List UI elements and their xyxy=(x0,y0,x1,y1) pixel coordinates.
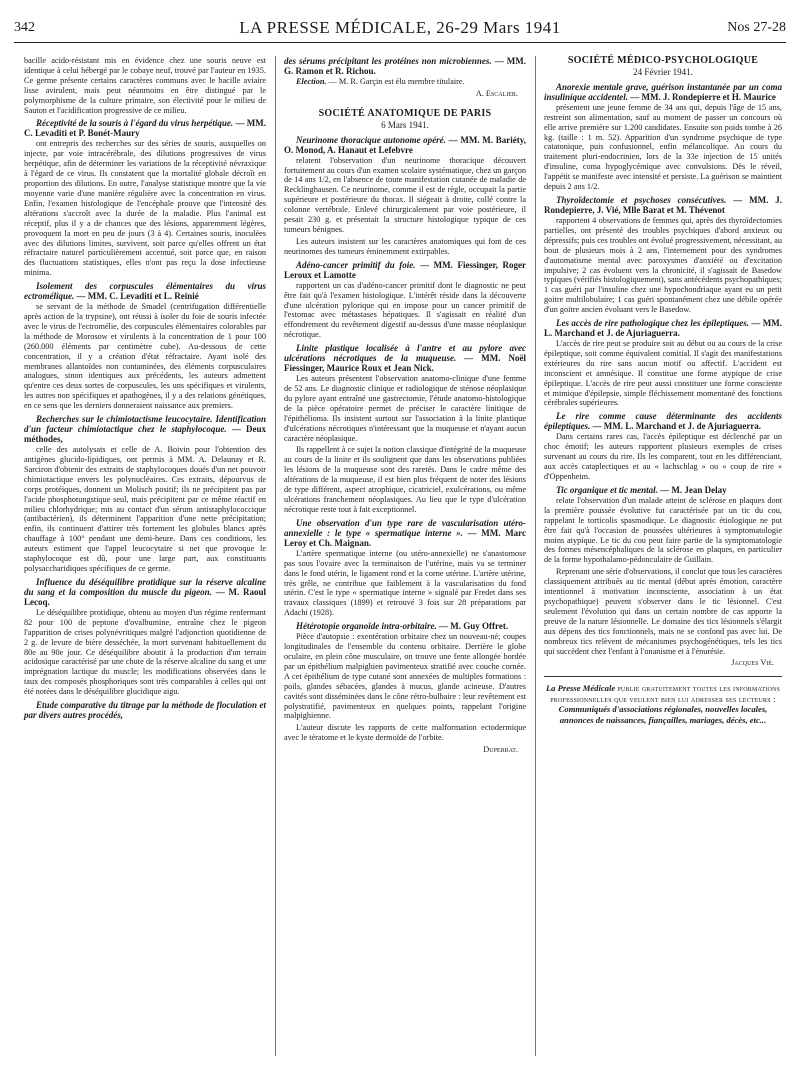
page-header xyxy=(14,18,786,43)
page-number: 342 xyxy=(14,20,35,35)
paragraph: Dans certains rares cas, l'accès épileptique est déclenché par un choc émotif; les auteurs rapportent plusieurs exemples de crises survenant au cours du rire. Ils les comparent, tout en les différenciant, aux accès cataplectiques et au « lachschlag » ou « coup de rire » d'Oppenheim. xyxy=(544,432,782,481)
signature: Duperrat. xyxy=(483,745,518,755)
paragraph: relate l'observation d'un malade atteint de sclérose en plaques dont la première poussée évolutive fut caractérisée par un tic du cou, rappelant le torticolis spasmodique. Le diagnostic étiologique ne put être fait qu'à l'occasion de poussées ultérieures à symptomatologie moins atypique. Le tic du cou peut faire partie de la symptomatologie des formes mésencéphaliques de la sclérose en plaques, en particulier de la forme hypothalamo-pédonculaire de Guillain. xyxy=(544,495,782,565)
article-authors: — Deux méthodes, xyxy=(24,424,267,445)
issue-number: Nos 27-28 xyxy=(727,20,786,35)
signature: Jacques Vié. xyxy=(731,658,774,668)
paragraph: Pièce d'autopsie : exentération orbitaire chez un nouveau-né; coupes longitudinales de l'ensemble du contenu orbitaire. Derrière le globe oculaire, en plein cône musculaire, on trouve une fente allongée bordée par un épithélium malpighien pavimenteux stratifié avec couche cornée. A cet épithélium de type cutané sont annexées de multiples formations : poils, glandes sébacées, glandes à mucus, glande acineuse. D'autres cavités sont disséminées dans le cône rétro-bulbaire : leur revêtement est polystratifié, pavimenteux en quelques points, rappelant l'origine malpighienne. xyxy=(284,632,526,721)
column-divider xyxy=(535,56,536,1056)
paragraph: celle des autolysats et celle de A. Boivin pour l'obtention des antigènes glucido-lipidiques, ont permis à MM. A. Delaunay et R. Sarciron d'obtenir des extraits de staphylocoques doués d'un net pouvoir chimiotactique envers les polynucléaires. Ces extraits, dépourvus de corps protéiques, donnent un Molisch positif; ils ne précipitent pas par l'acide phosphotungstique seul, mais précipitent par ce même réactif en milieu chlorhydrique; mis au contact d'un sérum antistaphylococcique (antibactérien), ils déterminent l'apparition d'une nette précipitation; enfin, ils continuent d'attirer très fortement les globules blancs après chauffage à 100° pendant une demi-heure. Dans ces conditions, les auteurs estiment que l'appel leucocytaire si net que provoque le staphylocoque est dû, pour une large part, aux constituants polysaccharidiques spécifiques de ce germe. xyxy=(24,445,266,573)
notice-box xyxy=(544,676,782,725)
notice-items: Communiqués d'associations régionales, nouvelles locales, annonces de naissances, fiançailles, mariages, décès, etc... xyxy=(558,704,768,725)
article-title: Anorexie mentale grave, guérison instantanée par un coma insulinique accidentel. — MM. J. Rondepierre et H. Maurice xyxy=(544,81,782,102)
article-authors: — MM. G. Ramon et R. Richou. xyxy=(284,56,527,76)
election-label: Election. xyxy=(296,77,327,86)
paragraph: ont entrepris des recherches sur des séries de souris, auxquelles on injecte, par voie intracérébrale, des dilutions progressives de virus herpétique, afin de déterminer les variations de la réceptivité névraxique à l'égard de ce virus. Ils constatent que la mortalité globale décroît en proportion des dilutions. En outre, l'analyse statistique montre que la vie moyenne varie d'une manière régulière avec la concentration en virus. Enfin, l'examen histologique de l'encéphale prouve que l'intensité des altérations s'accroît avec la durée de la maladie. Plus l'animal est réceptif, plus il y a de chances que des lésions, apparemment légères, provoquent la mort en peu de jours (3 à 4). Certaines souris, inoculées avec des dilutions limites, survivent, soit parce qu'elles offrent un état réfractaire naturel particulièrement accentué, soit parce que, en raison des fluctuations statistiques, elles n'ont pas reçu la dose infectieuse minima. xyxy=(24,139,266,278)
section-date: 24 Février 1941. xyxy=(633,66,693,77)
signature: A. Escalier. xyxy=(475,88,518,98)
article-title: Les accès de rire pathologique chez les épileptiques. — MM. L. Marchand et J. de Ajuriaguerra. xyxy=(544,318,782,339)
article-authors: — MM. Fiessinger, Roger Leroux et Lamotte xyxy=(284,259,526,280)
column-right xyxy=(544,56,782,725)
section-title: SOCIÉTÉ MÉDICO-PSYCHOLOGIQUE xyxy=(567,55,759,66)
article-authors: — MM. M. Bariéty, O. Monod, A. Hanaut et Lefebvre xyxy=(284,134,526,155)
paragraph: bacille acido-résistant mis en évidence chez une souris neuve est identique à celui hébergé par le cobaye neuf, trouvé par l'auteur en 1935. Ce germe présente certains caractères communs avec le bacille aviaire lisse avirulent, mais peut néanmoins en être distingué par le polymorphisme de la culture primaire, son électivité pour le milieu de Sauton et l'acidification progressive de ce milieu. xyxy=(24,56,266,115)
article-authors: — MM. Noël Fiessinger, Maurice Roux et Jean Nick. xyxy=(284,353,526,374)
paragraph: L'accès de rire peut se produire soit au début ou au cours de la crise épileptique, soit comme équivalent comitial. Il s'agit des manifestations extérieures du rire sans aucun motif ou affectif. L'accident est inconscient et amnésique. Il constitue une forme atypique de crise épileptique. L'accès de rire peut aussi constituer une forme consciente et mimique d'épilepsie, simple fléchissement momentané des fonctions cérébrales supérieures. xyxy=(544,339,782,408)
journal-title: LA PRESSE MÉDICALE, 26-29 Mars 1941 xyxy=(239,18,561,37)
paragraph: présentent une jeune femme de 34 ans qui, depuis l'âge de 15 ans, restreint son alimentation, sauf au moment de passer un concours où elle arrive première sur 1.200 candidates. Ensuite son poids tombe à 26 kg. (taille : 1 m. 52). Apparition d'un syndrome psychique de type catatonique, puis confusionnel, enfin mélancolique. Au cours du traitement pluri-endocrinien, lors de la 33e injection de 15 unités d'insuline, coma hypoglycémique avec convulsions. Dès le réveil, l'appétit se manifeste avec intensité et persiste. La guérison se maintient depuis 2 ans 1/2. xyxy=(544,102,782,192)
article-authors: — MM. J. Rondepierre, J. Vié, Mlle Barat et M. Thévenot xyxy=(544,194,782,215)
article-authors: — M. Guy Offret. xyxy=(439,621,509,632)
article-authors: — MM. C. Levaditi et L. Reinié xyxy=(76,291,199,302)
paragraph: se servant de la méthode de Smadel (centrifugation différentielle après action de la trypsine), ont réussi à isoler du foie de souris infectée avec le virus de l'ectromélie, des corpuscules élémentaires colorables par la méthode de Morosow et virulents à la concentration de 1 pour 100 (260.000 éléments par centimètre cube). Au-dessous de cette concentration, il y a création d'état réfractaire. Ayant isolé des membranes allantoïdes non contaminées, des éléments corpusculaires analogues, sinon identiques aux précédents, les auteurs admettent qu'entre ces deux sortes de corpuscules, les uns spécifiques et virulents, les autres non spécifiques et apathogènes, il y a des relations génétiques, en ce sens que les derniers donneraient naissance aux premiers. xyxy=(24,302,266,411)
paragraph: Les auteurs présentent l'observation anatomo-clinique d'une femme de 52 ans. Le diagnostic clinique et radiologique de sténose néoplasique du pylore ayant entraîné une gastrectomie, l'étude anatomo-histologique de la pièce opératoire permet de préciser le caractère linitique de l'épithélioma. Ils insistent surtout sur l'association à la linite plastique d'ulcérations nécrotiques n'intéressant que la muqueuse et n'ayant aucun caractère néoplasique. xyxy=(284,374,526,443)
paragraph: Les auteurs insistent sur les caractères anatomiques qui font de ces neurinomes des tumeurs éminemment extirpables. xyxy=(284,236,526,256)
column-left xyxy=(24,56,266,721)
paragraph: L'auteur discute les rapports de cette malformation ectodermique avec le tératome et le kyste dermoïde de l'orbite. xyxy=(284,723,526,743)
article-title: Neurinome thoracique autonome opéré. — MM. M. Bariéty, O. Monod, A. Hanaut et Lefebvre xyxy=(284,134,526,155)
notice-brand: La Presse Médicale xyxy=(545,683,616,694)
article-title: Linite plastique localisée à l'antre et au pylore avec ulcérations nécrotiques de la muqueuse. — MM. Noël Fiessinger, Maurice Roux et Jean Nick. xyxy=(284,343,526,374)
article-authors: — M. Jean Delay xyxy=(660,484,727,495)
paragraph: L'artère spermatique interne (ou utéro-annexielle) ne s'anastomose pas sous l'ovaire avec la terminaison de l'utérine, mais va se terminer dans le fond utérin, le ligament rond et la corne utérine. L'artère utérine, très grêle, ne contribue que faiblement à la vascularisation du fond utérin. C'est le type « spermatique interne » signalé par Fredet dans ses travaux classiques (1899) et retrouvé 3 fois sur 28 préparations par Adachi (1928). xyxy=(284,548,526,618)
article-title: Hétérotopie organoïde intra-orbitaire. — M. Guy Offret. xyxy=(296,621,509,632)
article-authors: — MM. L. Marchand et J. de Ajuriaguerra. xyxy=(544,318,782,339)
paragraph: relatent l'observation d'un neurinome thoracique découvert fortuitement au cours d'un examen scolaire systématique, chez un garçon de 14 ans 1/2, en l'absence de toute manifestation cutanée de maladie de Recklinghausen. Ce neurinome, comme il est de règle, occupait la partie supérieure et postérieure du thorax. Il siégeait à droite, collé contre la colonne vertébrale. Enlevé chirurgicalement par voie postérieure, il pesait 230 g. et présentait la structure histologique typique de ces tumeurs bénignes. xyxy=(284,155,526,234)
article-title: Isolement des corpuscules élémentaires du virus ectromélique. — MM. C. Levaditi et L. Reinié xyxy=(24,281,266,302)
column-divider xyxy=(275,56,276,1056)
article-title: des sérums précipitant les protéines non microbiennes. — MM. G. Ramon et R. Richou. xyxy=(284,56,527,76)
paragraph: Election. — M. R. Garçin est élu membre titulaire. xyxy=(296,77,465,86)
paragraph: Le déséquilibre protidique, obtenu au moyen d'un régime renfermant 82 pour 100 de peptone d'ovalbumine, entraîne chez le pigeon l'apparition de crises polynévritiques malgré l'adjonction quotidienne de 2 g. de levure de bière desséchée, la mort survenant habituellement du 80e au 90e jour. Ce déséquilibre aboutit à la production d'un terrain acidosique caractérisé par une chute de la réserve alcaline du sang et une imprégnation lactique du muscle; les modifications observées dans le taux des composés phosphoriques sont très comparables à celles qui ont été notées dans le déséquilibre glucidique aigu. xyxy=(24,607,266,697)
paragraph: Ils rappellent à ce sujet la notion classique d'intégrité de la muqueuse au cours de la linite et ils soulignent que dans les observations publiées les lésions de la muqueuse sont des raretés. Dans le cadre même des altérations de la muqueuse, il est bien plus fréquent de noter des lésions de type différent, aspect atrophique, cicatriciel, exulcérations, ou même ulcérations franchement néoplasiques. Au lieu que le type d'ulcération nécrotique reste tout à fait exceptionnel. xyxy=(284,445,526,514)
article-title: Influence du déséquilibre protidique sur la réserve alcaline du sang et la composition du muscle du pigeon. — M. Raoul Lecoq. xyxy=(24,576,267,607)
paragraph: Reprenant une série d'observations, il conclut que tous les caractères classiquement attribués au tic mental (début après émotion, caractère intentionnel à motivation inconsciente, association à un état psychopathique) peuvent s'observer dans le tic lésionnel. C'est seulement l'évolution qui dans un certain nombre de cas apporte la preuve de la nature lésionnelle. Le domaine des tics lésionnels s'élargit aux dépens des tics fonctionnels, mais ne se confond pas avec lui. De nombreux tics relèvent de mécanismes psychogénétiques, tels les tics qui succèdent chez l'enfant à l'onanisme et à l'énurésie. xyxy=(544,567,782,656)
article-title: Etude comparative du titrage par la méthode de floculation et par divers autres procédés, xyxy=(24,700,266,721)
article-title: Le rire comme cause déterminante des accidents épileptiques. — MM. L. Marchand et J. de Ajuriaguerra. xyxy=(544,411,782,432)
article-authors: — M. Raoul Lecoq. xyxy=(24,586,267,607)
section-date: 6 Mars 1941. xyxy=(381,119,429,130)
article-title: Tic organique et tic mental. — M. Jean Delay xyxy=(556,484,727,495)
column-middle xyxy=(284,56,526,761)
article-authors: — MM. J. Rondepierre et H. Maurice xyxy=(630,91,776,102)
article-title: Adéno-cancer primitif du foie. — MM. Fiessinger, Roger Leroux et Lamotte xyxy=(284,259,526,280)
article-title: Une observation d'un type rare de vascularisation utéro-annexielle : le type « spermatique interne ». — MM. Marc Leroy et Ch. Maignan. xyxy=(284,517,527,548)
article-title: Thyroïdectomie et psychoses consécutives. — MM. J. Rondepierre, J. Vié, Mlle Barat et M. Thévenot xyxy=(544,194,782,215)
article-authors: — MM. L. Marchand et J. de Ajuriaguerra. xyxy=(592,421,762,432)
article-title: Recherches sur le chimiotactisme leucocytaire. Identification d'un facteur chimiotactique chez le staphylocoque. — Deux méthodes, xyxy=(24,414,267,445)
article-authors: — MM. Marc Leroy et Ch. Maignan. xyxy=(284,527,527,548)
article-authors: — MM. C. Levaditi et P. Bonét-Maury xyxy=(24,118,267,139)
notice-text: publie gratuitement toutes les informations professionnelles que veulent bien lui adresser ses lecteurs : xyxy=(550,683,781,704)
paragraph: rapportent 4 observations de femmes qui, après des thyroïdectomies partielles, ont présenté des troubles psychiques d'abord anxieux ou dépressifs; puis ces troubles ont évolué progressivement, nécessitant, au bout de plusieurs mois à 2 ans, l'internement pour des syndromes d'automatisme mental avec paroxysmes d'anxiété ou d'excitation impulsive; 2 cas évoluent vers la chronicité, il s'agissait de Basedow typiques (vérifiés histologiquement), sans antécédents psychopathiques; 1 cas guéri par l'insuline chez une hypochondriaque ayant eu un petit goitre multilobulaire; 1 cas guéri spontanément chez une débile opérée d'un goitre ancien évoluant vers le Basedow. xyxy=(544,215,782,315)
section-title: SOCIÉTÉ ANATOMIQUE DE PARIS xyxy=(318,107,492,119)
paragraph: rapportent un cas d'adéno-cancer primitif dont le diagnostic ne peut être fait qu'à l'examen histologique. L'intérêt réside dans la découverte d'une ulcération pylorique qui en impose pour un cancer primitif de l'estomac avec métastases hépatiques. Il s'agissait en réalité d'un effondrement du revêtement digestif au-dessus d'une masse néoplasique nécrotique. xyxy=(284,280,526,340)
article-title: Réceptivité de la souris à l'égard du virus herpétique. — MM. C. Levaditi et P. Bonét-Maury xyxy=(24,118,267,139)
